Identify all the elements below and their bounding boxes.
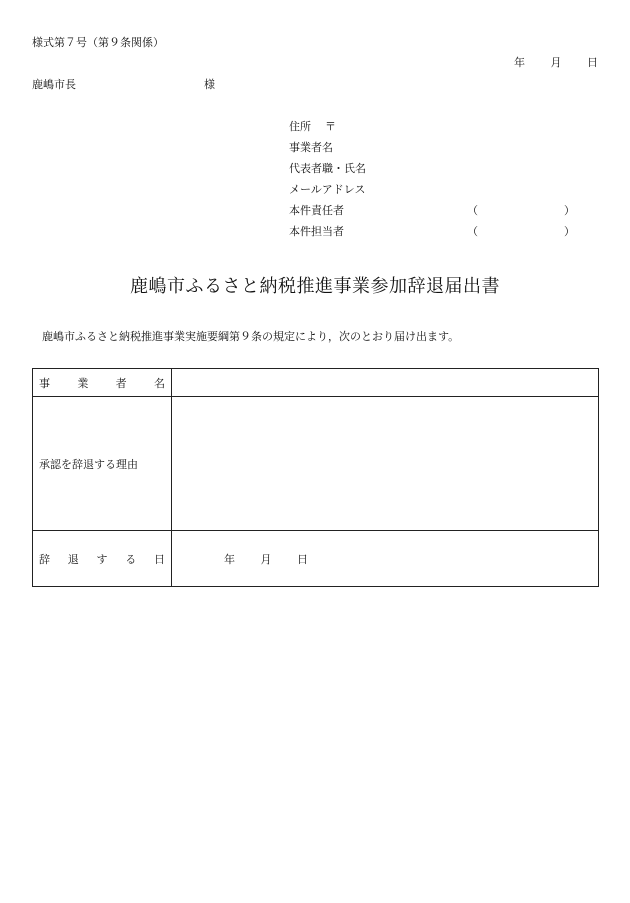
business-name-table-row [33, 369, 599, 397]
responsible-label: 本件責任者 [289, 204, 344, 217]
addressee-name: 鹿嶋市長 [32, 78, 76, 91]
representative-label: 代表者職・氏名 [289, 162, 366, 175]
form-number: 様式第７号（第９条関係） [32, 36, 164, 49]
email-label: メールアドレス [289, 183, 366, 196]
withdraw-date-year: 年 [224, 552, 235, 566]
business-name-input-cell[interactable] [172, 369, 599, 397]
withdraw-date-input-cell[interactable] [172, 531, 599, 587]
postal-mark: 〒 [325, 120, 336, 133]
addressee-honorific: 様 [204, 78, 215, 91]
reason-cell-label: 承認を辞退する理由 [33, 397, 172, 531]
withdraw-date-table-row [33, 531, 599, 587]
intro-text: 鹿嶋市ふるさと納税推進事業実施要綱第９条の規定により，次のとおり届け出ます。 [42, 330, 460, 343]
withdraw-date-month: 月 [260, 552, 272, 566]
date-day-label: 日 [587, 56, 598, 69]
representative-row [289, 162, 589, 183]
address-row [289, 120, 589, 141]
email-row [289, 183, 589, 204]
business-name-label: 事業者名 [289, 141, 333, 154]
applicant-block [289, 120, 589, 246]
business-name-row [289, 141, 589, 162]
date-month-label: 月 [550, 56, 562, 69]
reason-input-cell[interactable] [172, 397, 599, 531]
responsible-row: 本件責任者 （ ） [289, 204, 575, 217]
withdraw-date-day: 日 [297, 552, 308, 566]
addressee [32, 78, 222, 92]
contact-row: 本件担当者 （ ） [289, 225, 575, 238]
withdraw-date-cell-label: 辞 退 す る 日 [33, 531, 172, 587]
reason-table-row [33, 397, 599, 531]
withdrawal-form-table [32, 368, 599, 587]
business-name-cell-label: 事 業 者 名 [33, 369, 172, 397]
submission-date [514, 56, 598, 70]
document-title: 鹿嶋市ふるさと納税推進事業参加辞退届出書 [130, 276, 500, 297]
date-year-label: 年 [514, 56, 525, 69]
contact-label: 本件担当者 [289, 225, 344, 238]
address-label: 住所 [289, 120, 311, 133]
